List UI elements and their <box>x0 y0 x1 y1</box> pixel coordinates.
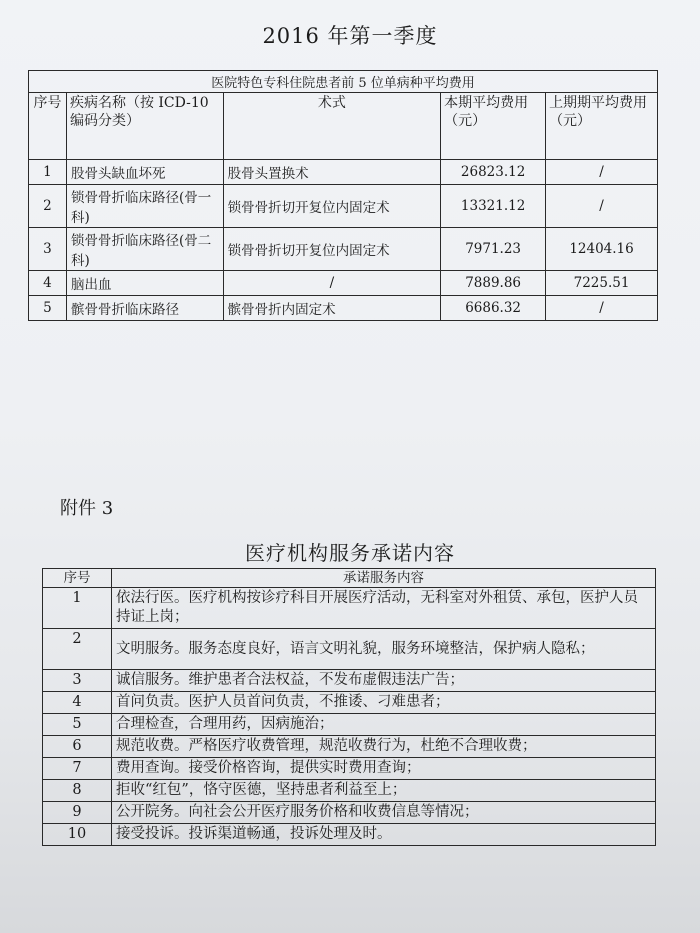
table-row <box>43 629 656 670</box>
row-disease: 锁骨骨折临床路径(骨二科) <box>66 228 223 271</box>
table-header-row <box>43 569 656 588</box>
table-row <box>43 758 656 780</box>
row-content: 规范收费。严格医疗收费管理，规范收费行为，杜绝不合理收费； <box>112 736 656 758</box>
header-disease: 疾病名称（按 ICD-10 编码分类） <box>66 93 223 160</box>
row-content: 首问负责。医护人员首问负责，不推诿、刁难患者； <box>112 692 656 714</box>
row-no: 2 <box>29 185 67 228</box>
row-disease: 锁骨骨折临床路径(骨一科) <box>66 185 223 228</box>
row-content: 依法行医。医疗机构按诊疗科目开展医疗活动，无科室对外租赁、承包，医护人员持证上岗； <box>112 588 656 629</box>
row-content: 公开院务。向社会公开医疗服务价格和收费信息等情况； <box>112 802 656 824</box>
single-disease-cost-table <box>28 70 658 321</box>
header-no: 序号 <box>43 569 112 588</box>
row-content: 接受投诉。投诉渠道畅通，投诉处理及时。 <box>112 824 656 846</box>
row-procedure: 锁骨骨折切开复位内固定术 <box>223 185 441 228</box>
row-no: 1 <box>29 160 67 185</box>
row-current: 7971.23 <box>441 228 546 271</box>
row-no: 4 <box>43 692 112 714</box>
row-no: 1 <box>43 588 112 629</box>
table-row <box>29 296 658 321</box>
header-previous-avg: 上期期平均费用（元） <box>546 93 658 160</box>
row-disease: 股骨头缺血坏死 <box>66 160 223 185</box>
row-no: 4 <box>29 271 67 296</box>
table-row <box>29 185 658 228</box>
row-current: 13321.12 <box>441 185 546 228</box>
row-content: 文明服务。服务态度良好，语言文明礼貌，服务环境整洁，保护病人隐私； <box>112 629 656 670</box>
row-content: 拒收“红包”，恪守医德，坚持患者利益至上； <box>112 780 656 802</box>
header-content: 承诺服务内容 <box>112 569 656 588</box>
row-no: 7 <box>43 758 112 780</box>
annex-label: 附件 3 <box>60 498 114 519</box>
row-disease: 脑出血 <box>66 271 223 296</box>
row-previous: / <box>546 296 658 321</box>
quarter-title: 2016 年第一季度 <box>262 24 438 48</box>
row-previous: 12404.16 <box>546 228 658 271</box>
commitment-title: 医疗机构服务承诺内容 <box>245 541 455 565</box>
row-disease: 髌骨骨折临床路径 <box>66 296 223 321</box>
table-row <box>29 160 658 185</box>
row-procedure: / <box>223 271 441 296</box>
table-row <box>43 588 656 629</box>
service-commitment-table <box>42 568 656 846</box>
table-row <box>43 714 656 736</box>
row-content: 合理检查，合理用药，因病施治； <box>112 714 656 736</box>
row-no: 3 <box>29 228 67 271</box>
table-row <box>43 824 656 846</box>
table-row <box>29 271 658 296</box>
row-current: 26823.12 <box>441 160 546 185</box>
row-content: 诚信服务。维护患者合法权益，不发布虚假违法广告； <box>112 670 656 692</box>
header-procedure: 术式 <box>223 93 441 160</box>
row-no: 3 <box>43 670 112 692</box>
row-current: 7889.86 <box>441 271 546 296</box>
header-no: 序号 <box>29 93 67 160</box>
row-procedure: 髌骨骨折内固定术 <box>223 296 441 321</box>
table-row <box>43 736 656 758</box>
row-current: 6686.32 <box>441 296 546 321</box>
table-row <box>29 228 658 271</box>
header-current-avg: 本期平均费用（元） <box>441 93 546 160</box>
row-no: 8 <box>43 780 112 802</box>
row-no: 9 <box>43 802 112 824</box>
row-content: 费用查询。接受价格咨询，提供实时费用查询； <box>112 758 656 780</box>
row-previous: / <box>546 160 658 185</box>
table-row <box>43 670 656 692</box>
table-header-row <box>29 93 658 160</box>
row-procedure: 股骨头置换术 <box>223 160 441 185</box>
row-procedure: 锁骨骨折切开复位内固定术 <box>223 228 441 271</box>
row-no: 5 <box>43 714 112 736</box>
row-previous: / <box>546 185 658 228</box>
table-caption: 医院特色专科住院患者前 5 位单病种平均费用 <box>29 71 658 93</box>
row-no: 2 <box>43 629 112 670</box>
table-row <box>43 780 656 802</box>
row-no: 6 <box>43 736 112 758</box>
table-caption-row <box>29 71 658 93</box>
row-previous: 7225.51 <box>546 271 658 296</box>
row-no: 10 <box>43 824 112 846</box>
row-no: 5 <box>29 296 67 321</box>
table-row <box>43 692 656 714</box>
table-row <box>43 802 656 824</box>
